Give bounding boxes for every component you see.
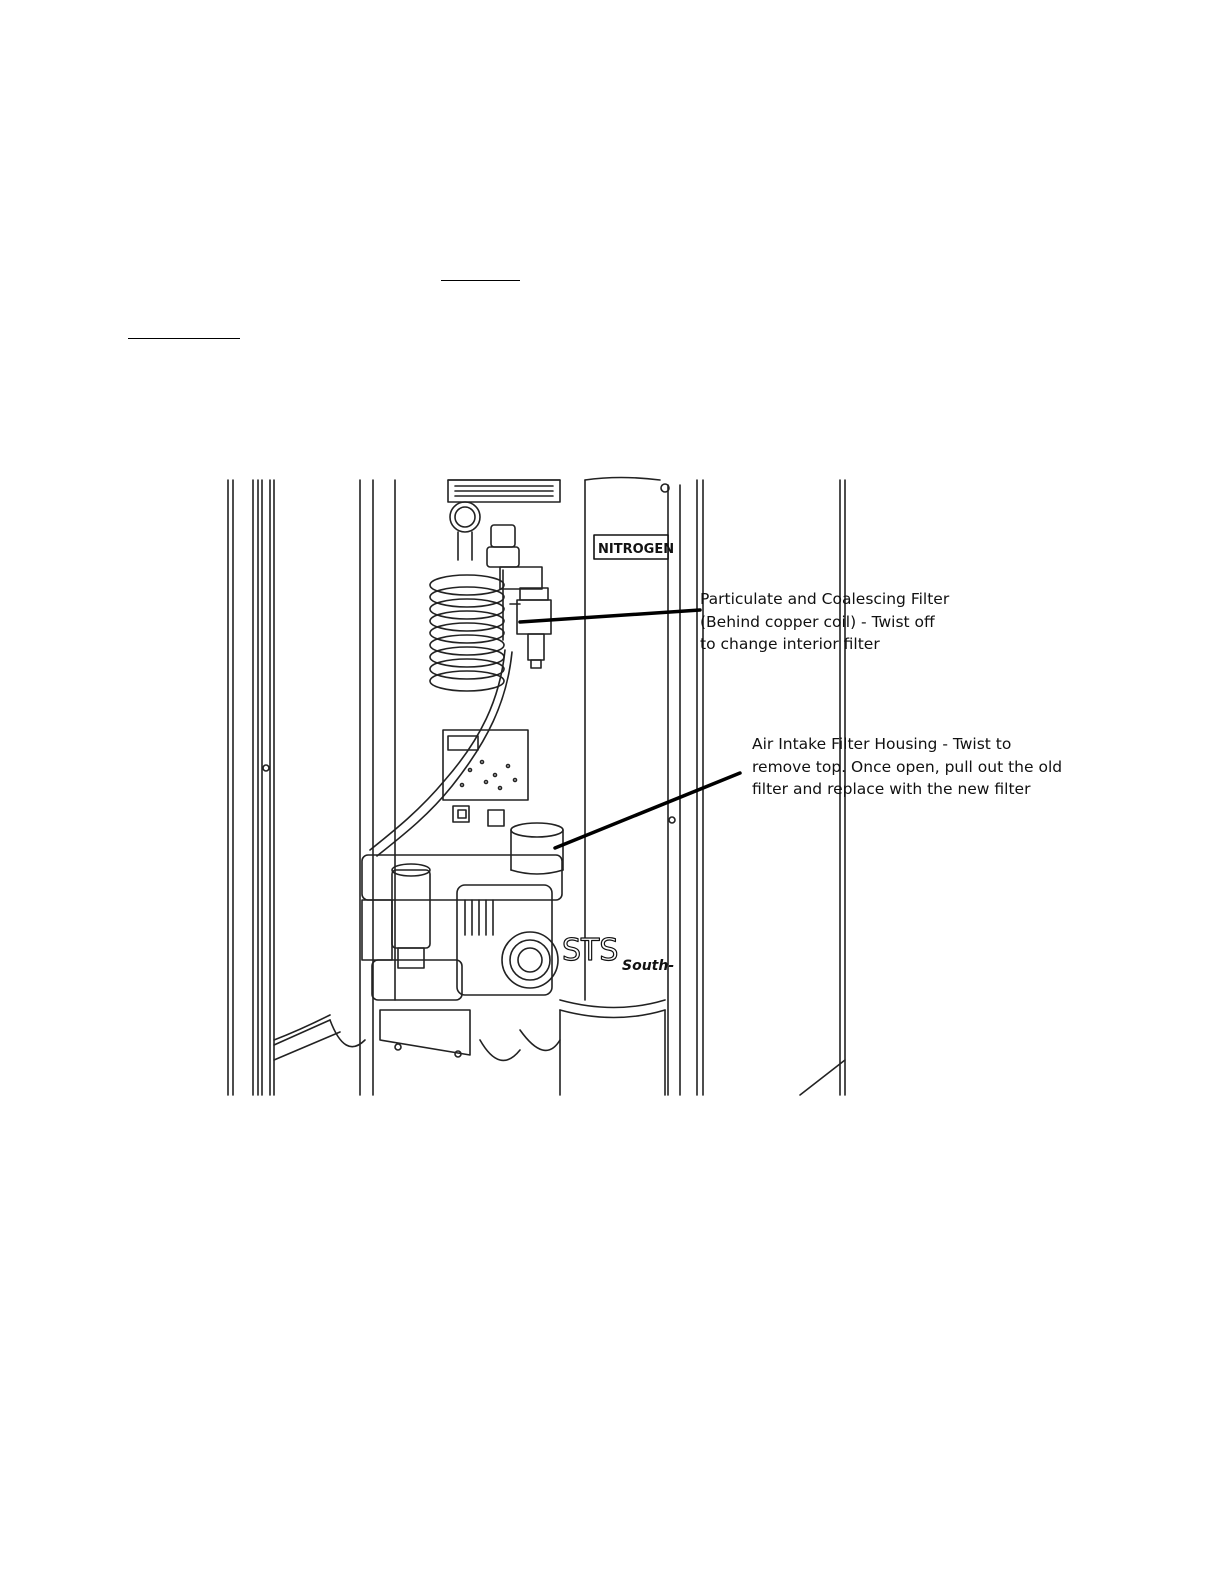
callout-line: (Behind copper coil) - Twist off [700, 612, 935, 631]
callout-leader-1 [520, 610, 700, 622]
copper-coil [430, 575, 504, 691]
compressor-assembly [330, 855, 562, 1060]
callout-leader-2 [555, 773, 740, 848]
callout-line: remove top. Once open, pull out the old [752, 757, 1063, 776]
brand-label: STS [562, 933, 619, 968]
left-tank [274, 1015, 330, 1040]
callout-line: Air Intake Filter Housing - Twist to [752, 735, 1012, 753]
callout-line: filter and replace with the new filter [752, 780, 1031, 798]
callout-line: to change interior filter [700, 635, 880, 653]
callout-air-intake-filter [752, 733, 1062, 801]
control-panel [370, 480, 560, 856]
brand-sub-label: South- [622, 958, 675, 974]
nitrogen-tank [560, 478, 668, 1096]
nitrogen-label: NITROGEN [598, 542, 675, 557]
callout-particulate-filter [700, 588, 949, 656]
callout-line: Particulate and Coalescing Filter [700, 590, 950, 608]
